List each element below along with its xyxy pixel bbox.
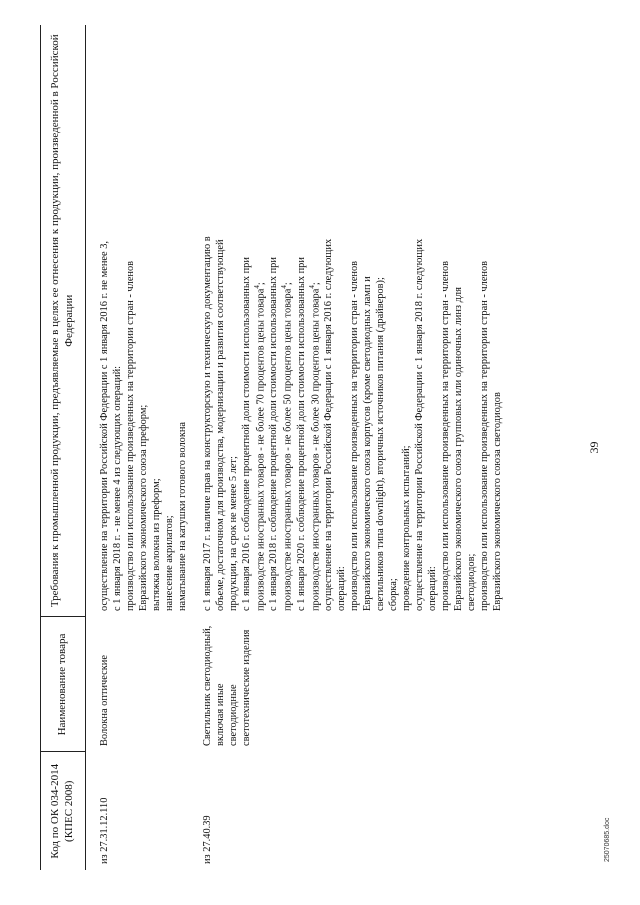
requirement-text: проведение контрольных испытаний; bbox=[401, 445, 413, 611]
requirement-line bbox=[227, 31, 240, 611]
footnote-marker: 4 bbox=[280, 285, 289, 289]
requirement-line bbox=[452, 31, 465, 611]
requirement-line bbox=[361, 31, 374, 611]
header-code: Код по ОК 034-2014 (КПЕС 2008) bbox=[41, 752, 86, 870]
table-header-row bbox=[41, 25, 86, 870]
page-number: 39 bbox=[587, 441, 601, 454]
requirement-text: производство или использование произведенных на территории стран - членов bbox=[349, 260, 361, 611]
requirement-line bbox=[176, 31, 189, 611]
requirement-line bbox=[374, 31, 387, 611]
requirement-line: производстве иностранных товаров - не более 30 процентов цены товара$^4$; bbox=[307, 282, 322, 611]
requirement-text: Евразийского экономического союза корпусов (кроме светодиодных ламп и bbox=[362, 276, 374, 611]
product-requirements bbox=[86, 25, 190, 617]
requirement-text: Евразийского экономического союза преформ; bbox=[138, 404, 149, 611]
requirement-line bbox=[201, 31, 214, 611]
requirement-line bbox=[295, 31, 308, 611]
footnote-marker: 4 bbox=[307, 285, 316, 289]
requirement-line bbox=[426, 31, 439, 611]
requirement-line bbox=[348, 31, 361, 611]
requirement-line bbox=[267, 31, 280, 611]
requirement-line bbox=[214, 31, 227, 611]
requirement-text: светильников типа downlight), вторичных источников питания (драйверов); bbox=[375, 277, 387, 611]
product-requirements bbox=[189, 25, 504, 617]
requirement-line bbox=[465, 31, 478, 611]
requirement-text: с 1 января 2020 г. соблюдение процентной доли стоимости использованных при bbox=[295, 257, 307, 611]
requirement-text: производство или использование произведенных на территории стран - членов bbox=[479, 260, 491, 611]
requirement-text: производстве иностранных товаров - не более 30 процентов цены товара bbox=[310, 288, 322, 611]
product-code: из 27.31.12.110 bbox=[99, 797, 110, 864]
requirement-text: с 1 января 2017 г. наличие прав на конструкторскую и техническую документацию в bbox=[202, 236, 213, 611]
requirement-line bbox=[111, 31, 124, 611]
table-row bbox=[86, 25, 190, 870]
requirement-line bbox=[335, 31, 348, 611]
header-requirements: Требования к промышленной продукции, предъявляемые в целях ее отнесения к продукции, произведенной в Российской Федерации bbox=[41, 25, 86, 617]
requirement-line: производстве иностранных товаров - не более 70 процентов цены товара$^4$; bbox=[253, 282, 267, 611]
requirement-line bbox=[387, 31, 400, 611]
requirement-text: нанесение акрилатов; bbox=[164, 515, 175, 611]
requirement-line bbox=[400, 31, 413, 611]
requirement-text: с 1 января 2018 г. - не менее 4 из следующих операций: bbox=[112, 365, 123, 611]
requirement-line bbox=[98, 31, 111, 611]
requirement-text: производство или использование произведенных на территории стран - членов bbox=[440, 260, 452, 611]
requirement-text: Евразийского экономического союза групповых или одиночных линз для bbox=[453, 287, 465, 611]
requirement-line: производстве иностранных товаров - не более 50 процентов цены товара$^4$; bbox=[280, 282, 294, 611]
product-code: из 27.40.39 bbox=[202, 815, 213, 864]
requirement-text: производстве иностранных товаров - не более 50 процентов цены товара bbox=[282, 288, 294, 611]
requirement-text: Евразийского экономического союза светодиодов bbox=[492, 392, 504, 611]
requirement-text: операций: bbox=[427, 566, 439, 611]
table-row bbox=[189, 25, 504, 870]
requirement-text: осуществление на территории Российской Федерации с 1 января 2016 г. не менее 3, bbox=[99, 241, 110, 611]
requirement-line bbox=[439, 31, 452, 611]
file-label: 25070685.doc bbox=[604, 817, 611, 862]
requirement-text: производство или использование произведенных на территории стран - членов bbox=[125, 260, 136, 611]
requirements-table bbox=[40, 25, 504, 870]
requirement-line bbox=[322, 31, 335, 611]
footnote-marker: 4 bbox=[253, 285, 261, 289]
requirement-text: светодиодов; bbox=[466, 553, 478, 611]
requirement-line bbox=[150, 31, 163, 611]
requirement-line bbox=[124, 31, 137, 611]
product-name: Светильник светодиодный, включая иные светодиодные светотехнические изделия bbox=[202, 625, 252, 746]
requirement-text: наматывание на катушки готового волокна bbox=[177, 421, 188, 611]
requirement-line bbox=[240, 31, 253, 611]
requirement-text: с 1 января 2016 г. соблюдение процентной доли стоимости использованных при bbox=[241, 257, 252, 611]
requirement-text: вытяжка волокна из преформ; bbox=[151, 478, 162, 611]
requirement-line bbox=[137, 31, 150, 611]
requirement-line bbox=[491, 31, 504, 611]
requirement-text: с 1 января 2018 г. соблюдение процентной доли стоимости использованных при bbox=[268, 257, 280, 611]
product-name: Волокна оптические bbox=[99, 655, 110, 746]
document-page bbox=[40, 25, 610, 870]
requirement-text: осуществление на территории Российской Федерации с 1 января 2018 г. следующих bbox=[414, 238, 426, 611]
requirement-text: объеме, достаточном для производства, модернизации и развития соответствующей bbox=[215, 239, 226, 611]
header-product-name: Наименование товара bbox=[41, 617, 86, 752]
requirement-line bbox=[413, 31, 426, 611]
table-body bbox=[86, 25, 505, 870]
requirement-line bbox=[478, 31, 491, 611]
requirement-text: осуществление на территории Российской Федерации с 1 января 2016 г. следующих bbox=[323, 238, 335, 611]
requirement-text: продукции, на срок не менее 5 лет; bbox=[228, 456, 239, 611]
requirement-text: операций: bbox=[336, 566, 348, 611]
requirement-text: сборка; bbox=[388, 578, 400, 611]
requirement-text: производстве иностранных товаров - не более 70 процентов цены товара bbox=[255, 288, 267, 611]
requirement-line bbox=[163, 31, 176, 611]
